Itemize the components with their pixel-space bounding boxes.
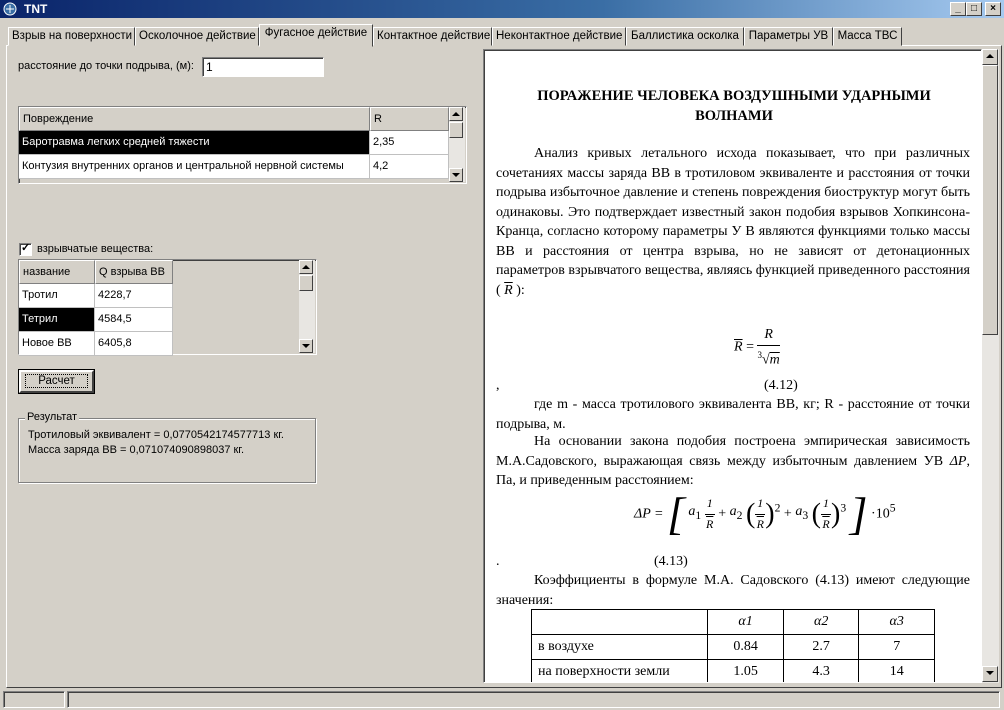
arrow-up-icon <box>302 265 310 269</box>
delta-p-symbol: ΔP <box>949 453 967 469</box>
scroll-up-button[interactable] <box>982 49 998 65</box>
explosives-grid-row-q[interactable]: 6405,8 <box>95 332 173 356</box>
scroll-down-button[interactable] <box>449 168 463 182</box>
damage-grid[interactable] <box>18 106 467 184</box>
scroll-thumb[interactable] <box>982 65 998 335</box>
tab-fragmentation[interactable]: Осколочное действие <box>135 27 259 46</box>
eq1-fraction <box>757 325 779 370</box>
damage-grid-header-r[interactable]: R <box>370 107 449 131</box>
result-groupbox <box>18 411 316 483</box>
scroll-thumb[interactable] <box>299 275 313 291</box>
calculate-button[interactable] <box>19 370 94 393</box>
distance-input[interactable]: 1 <box>202 57 324 77</box>
table-row: в воздухе 0.84 2.7 7 <box>532 635 935 660</box>
status-panel <box>67 691 1000 708</box>
explosives-grid-header-q[interactable]: Q взрыва ВВ <box>95 260 173 284</box>
explosives-grid-row-name[interactable]: Тетрил <box>19 308 95 332</box>
tab-noncontact[interactable]: Неконтактное действие <box>492 27 626 46</box>
paragraph-text: Анализ кривых летального исхода показывает, что при различных сочетаниях массы заряда ВВ в тротиловом эквиваленте и расстояния от точки подрыва избыточное давление и степень повреждения биоструктур могут быть одинаковы. Это подтверждает известный закон подобия взрывов Хопкинсона-Кранца, согласно которому параметры У В являются функциями только массы ВВ и расстояния от центра взрыва, но не зависят от детонационных параметров взрывчатого вещества, являясь функцией приведенного расстояния ( <box>496 146 970 298</box>
tab-surface-explosion[interactable]: Взрыв на поверхности <box>8 27 135 46</box>
equation-4-13: ΔP = [ $a_1$ $\frac{1}{R}$ + $a_2$ ( $\frac{1}{R}$ )$^2 + a_3$ ( $\frac{1}{R}$ )$^3$ ] $\cdot 10^5$ <box>634 488 896 539</box>
eq1-comma: , <box>496 378 500 393</box>
reduced-distance-symbol: $\overline{R}$ <box>504 282 513 298</box>
tab-tvs-mass[interactable]: Масса ТВС <box>833 27 902 46</box>
document-paragraph: Коэффициенты в формуле М.А. Садовского (4.13) имеют следующие значения: <box>496 573 970 608</box>
table-row: на поверхности земли 1.05 4.3 14 <box>532 660 935 684</box>
checkmark-icon: ✓ <box>21 242 31 254</box>
document-paragraph: где m - масса тротилового эквивалента ВВ, кг; R - расстояние от точки подрыва, м. <box>496 397 970 432</box>
tnt-equivalent-text: Тротиловый эквивалент = 0,0770542174577713 кг. <box>28 429 284 441</box>
tab-contact[interactable]: Контактное действие <box>373 27 492 46</box>
eq1-denominator: $^3$√m <box>757 349 780 368</box>
minimize-button[interactable]: _ <box>950 2 966 16</box>
document-paragraph: На основании закона подобия построена эмпирическая зависимость М.А.Садовского, выражающая связь между избыточным давлением УВ ΔP, Па, и приведенным расстоянием: <box>496 434 970 488</box>
app-icon <box>3 2 17 16</box>
distance-label: расстояние до точки подрыва, (м): <box>18 60 194 72</box>
eq1-number: (4.12) <box>764 378 798 393</box>
calculate-button-label: Расчет <box>25 374 88 388</box>
explosives-grid[interactable] <box>18 259 317 355</box>
arrow-down-icon <box>986 671 994 675</box>
equation-4-12: $\overline{R}$ = $\frac{R}{^3√m}$ <box>734 325 780 370</box>
document-heading: ПОРАЖЕНИЕ ЧЕЛОВЕКА ВОЗДУШНЫМИ УДАРНЫМИ ВОЛНАМИ <box>537 88 931 124</box>
explosives-grid-row-name[interactable]: Тротил <box>19 284 95 308</box>
close-button[interactable]: × <box>985 2 1001 16</box>
arrow-down-icon <box>452 173 460 177</box>
coefficients-table <box>531 609 935 683</box>
scroll-up-button[interactable] <box>299 260 313 274</box>
document-viewer[interactable] <box>483 49 982 683</box>
tab-shockwave-params[interactable]: Параметры УВ <box>744 27 833 46</box>
arrow-up-icon <box>986 54 994 58</box>
eq1-lhs: $\overline{R}$ <box>734 339 743 355</box>
eq1-numerator: R <box>757 325 779 346</box>
explosives-grid-row-name[interactable]: Новое ВВ <box>19 332 95 356</box>
eq2-number: (4.13) <box>654 554 688 569</box>
arrow-down-icon <box>302 344 310 348</box>
scroll-down-button[interactable] <box>982 666 998 682</box>
paragraph-tail: ): <box>516 282 525 298</box>
maximize-button[interactable]: □ <box>966 2 982 16</box>
window-title: TNT <box>24 2 48 16</box>
title-bar <box>0 0 1004 18</box>
explosives-checkbox[interactable] <box>19 243 32 256</box>
scroll-up-button[interactable] <box>449 107 463 121</box>
document-paragraph <box>496 144 970 300</box>
result-legend: Результат <box>27 411 78 423</box>
damage-grid-row-name[interactable]: Баротравма легких средней тяжести <box>19 131 370 155</box>
damage-grid-header-name[interactable]: Повреждение <box>19 107 370 131</box>
explosives-grid-row-q[interactable]: 4228,7 <box>95 284 173 308</box>
damage-grid-row-name[interactable]: Контузия внутренних органов и центральной нервной системы <box>19 155 370 179</box>
eq2-dot: . <box>496 554 500 569</box>
status-bar <box>0 689 1004 710</box>
damage-grid-row-r[interactable]: 4,2 <box>370 155 449 179</box>
tab-fragment-ballistics[interactable]: Баллистика осколка <box>626 27 744 46</box>
table-row: α1 α2 α3 <box>532 610 935 635</box>
damage-grid-scrollbar[interactable] <box>449 107 465 182</box>
damage-grid-row-r[interactable]: 2,35 <box>370 131 449 155</box>
arrow-up-icon <box>452 112 460 116</box>
tab-blast[interactable]: Фугасное действие <box>259 24 373 47</box>
status-panel <box>3 691 65 708</box>
document-scrollbar[interactable] <box>982 49 999 683</box>
explosives-checkbox-label: взрывчатые вещества: <box>37 243 154 255</box>
scroll-down-button[interactable] <box>299 339 313 353</box>
explosives-grid-scrollbar[interactable] <box>299 260 315 353</box>
explosives-grid-header-name[interactable]: название <box>19 260 95 284</box>
charge-mass-text: Масса заряда ВВ = 0,071074090898037 кг. <box>28 444 245 456</box>
explosives-grid-row-q[interactable]: 4584,5 <box>95 308 173 332</box>
scroll-thumb[interactable] <box>449 122 463 138</box>
